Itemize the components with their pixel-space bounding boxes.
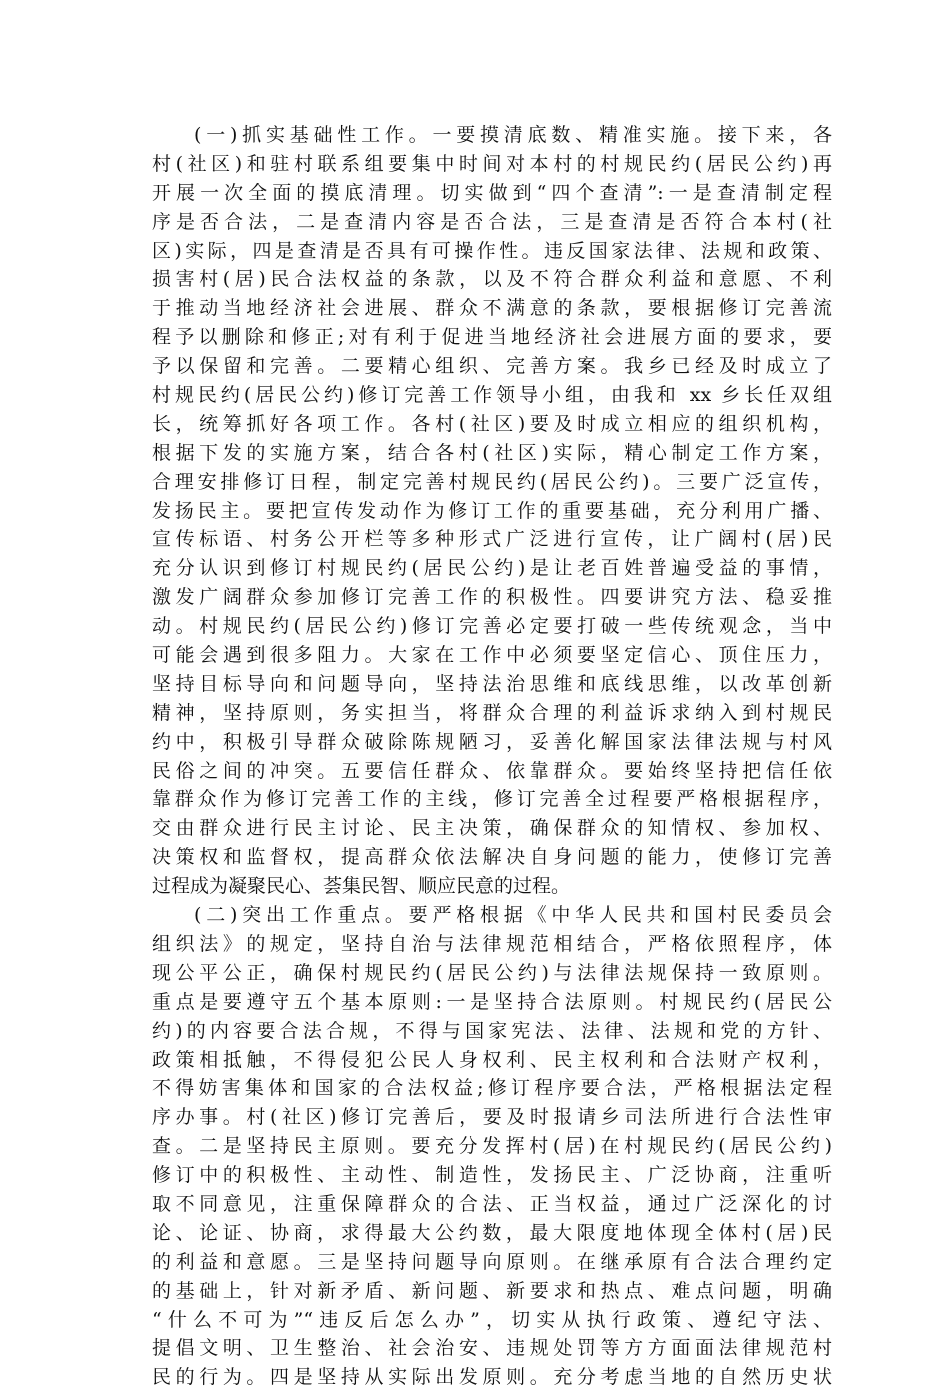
text-line: 根据下发的实施方案，结合各村(社区)实际，精心制定工作方案， bbox=[152, 441, 832, 464]
text-line: 约中，积极引导群众破除陈规陋习，妥善化解国家法律法规与村风 bbox=[152, 730, 832, 753]
text-line: 程予以删除和修正;对有利于促进当地经济社会进展方面的要求，要 bbox=[152, 326, 832, 349]
text-line: 序是否合法，二是查清内容是否合法，三是查清是否符合本村(社 bbox=[152, 210, 832, 233]
text-line: 精神，坚持原则，务实担当，将群众合理的利益诉求纳入到村规民 bbox=[152, 701, 832, 724]
text-line: 的利益和意愿。三是坚持问题导向原则。在继承原有合法合理约定 bbox=[152, 1250, 832, 1273]
text-line: 不得妨害集体和国家的合法权益;修订程序要合法，严格根据法定程 bbox=[152, 1077, 832, 1100]
text-line: 村规民约(居民公约)修订完善工作领导小组，由我和 xx 乡长任双组 bbox=[152, 384, 832, 407]
text-line: 交由群众进行民主讨论、民主决策，确保群众的知情权、参加权、 bbox=[152, 817, 832, 840]
text-line: 论、论证、协商，求得最大公约数，最大限度地体现全体村(居)民 bbox=[152, 1221, 832, 1244]
text-line: 坚持目标导向和问题导向，坚持法治思维和底线思维，以改革创新 bbox=[152, 672, 832, 695]
text-line: 的基础上，针对新矛盾、新问题、新要求和热点、难点问题，明确 bbox=[152, 1279, 832, 1302]
text-line: 序办事。村(社区)修订完善后，要及时报请乡司法所进行合法性审 bbox=[152, 1106, 832, 1129]
text-line: 于推动当地经济社会进展、群众不满意的条款，要根据修订完善流 bbox=[152, 297, 832, 320]
text-line: 修订中的积极性、主动性、制造性，发扬民主、广泛协商，注重听 bbox=[152, 1164, 832, 1187]
paragraph-1 bbox=[152, 121, 832, 901]
text-line: 宣传标语、村务公开栏等多种形式广泛进行宣传，让广阔村(居)民 bbox=[152, 528, 832, 551]
text-line: 决策权和监督权，提高群众依法解决自身问题的能力，使修订完善 bbox=[152, 846, 832, 869]
text-line: 民的行为。四是坚持从实际出发原则。充分考虑当地的自然历史状 bbox=[152, 1366, 832, 1389]
text-line: 村(社区)和驻村联系组要集中时间对本村的村规民约(居民公约)再 bbox=[152, 152, 832, 175]
text-line: 重点是要遵守五个基本原则:一是坚持合法原则。村规民约(居民公 bbox=[152, 990, 832, 1013]
text-line: 过程成为凝聚民心、荟集民智、顺应民意的过程。 bbox=[152, 875, 571, 898]
text-line: 民俗之间的冲突。五要信任群众、依靠群众。要始终坚持把信任依 bbox=[152, 759, 832, 782]
text-line: 开展一次全面的摸底清理。切实做到“四个查清”:一是查清制定程 bbox=[152, 181, 832, 204]
text-line: 约)的内容要合法合规，不得与国家宪法、法律、法规和党的方针、 bbox=[152, 1019, 832, 1042]
text-line: 查。二是坚持民主原则。要充分发挥村(居)在村规民约(居民公约) bbox=[152, 1135, 832, 1158]
text-line: 区)实际，四是查清是否具有可操作性。违反国家法律、法规和政策、 bbox=[152, 239, 832, 262]
text-line: 现公平公正，确保村规民约(居民公约)与法律法规保持一致原则。 bbox=[152, 961, 832, 984]
text-line: 充分认识到修订村规民约(居民公约)是让老百姓普遍受益的事情， bbox=[152, 557, 832, 580]
paragraph-2 bbox=[152, 901, 832, 1392]
text-line: 靠群众作为修订完善工作的主线，修订完善全过程要严格根据程序， bbox=[152, 788, 832, 811]
text-line: 发扬民主。要把宣传发动作为修订工作的重要基础，充分利用广播、 bbox=[152, 499, 832, 522]
text-line: 政策相抵触，不得侵犯公民人身权利、民主权利和合法财产权利， bbox=[152, 1048, 832, 1071]
text-line: 组织法》的规定，坚持自治与法律规范相结合，严格依照程序，体 bbox=[152, 932, 832, 955]
text-line: “什么不可为”“违反后怎么办”，切实从执行政策、遵纪守法、 bbox=[152, 1308, 832, 1331]
text-line: 损害村(居)民合法权益的条款，以及不符合群众利益和意愿、不利 bbox=[152, 268, 832, 291]
text-line: 提倡文明、卫生整治、社会治安、违规处罚等方方面面法律规范村 bbox=[152, 1337, 832, 1360]
text-line: (一)抓实基础性工作。一要摸清底数、精准实施。接下来，各 bbox=[194, 124, 832, 146]
text-line: 取不同意见，注重保障群众的合法、正当权益，通过广泛深化的讨 bbox=[152, 1192, 832, 1215]
text-line: 动。村规民约(居民公约)修订完善必定要打破一些传统观念，当中 bbox=[152, 615, 832, 638]
text-line: 长，统筹抓好各项工作。各村(社区)要及时成立相应的组织机构， bbox=[152, 412, 832, 435]
text-line: 激发广阔群众参加修订完善工作的积极性。四要讲究方法、稳妥推 bbox=[152, 586, 832, 609]
text-line: 合理安排修订日程，制定完善村规民约(居民公约)。三要广泛宣传， bbox=[152, 470, 832, 493]
text-line: 予以保留和完善。二要精心组织、完善方案。我乡已经及时成立了 bbox=[152, 355, 832, 378]
text-line: (二)突出工作重点。要严格根据《中华人民共和国村民委员会 bbox=[194, 904, 832, 927]
document-body bbox=[152, 121, 832, 1392]
text-line: 可能会遇到很多阻力。大家在工作中必须要坚定信心、顶住压力， bbox=[152, 644, 832, 667]
